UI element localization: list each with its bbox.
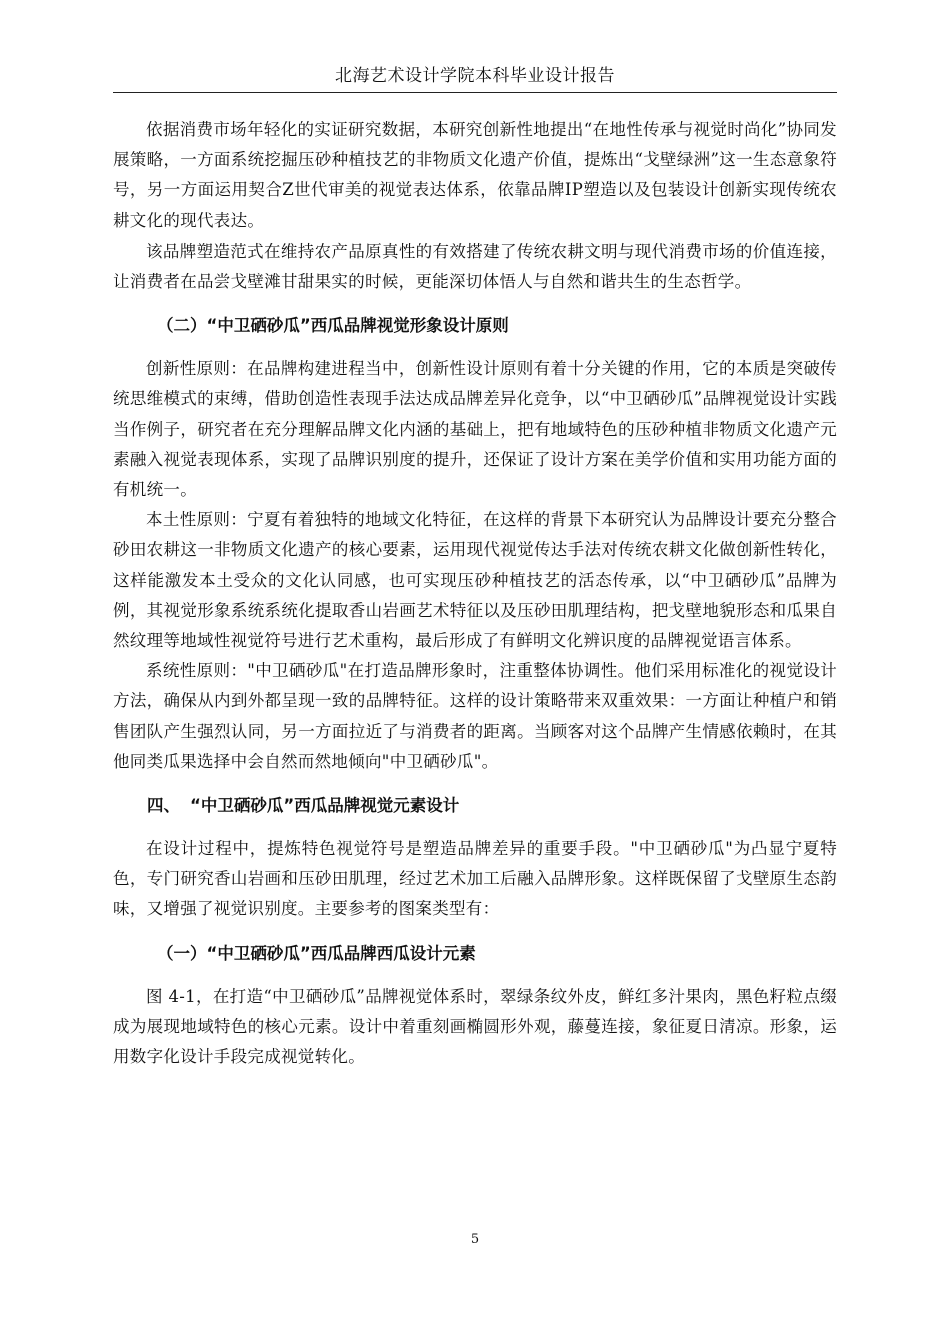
paragraph: 在设计过程中，提炼特色视觉符号是塑造品牌差异的重要手段。"中卫硒砂瓜"为凸显宁夏特色，专门研究香山岩画和压砂田肌理，经过艺术加工后融入品牌形象。这样既保留了戈壁原生态韵味，又增强了视觉识别度。主要参考的图案类型有： <box>113 839 837 919</box>
paragraph: 图 4-1，在打造“中卫硒砂瓜”品牌视觉体系时，翠绿条纹外皮，鲜红多汁果肉，黑色籽粒点缀成为展现地域特色的核心元素。设计中着重刻画椭圆形外观，藤蔓连接，象征夏日清凉。形象，运用数字化设计手段完成视觉转化。 <box>113 986 837 1067</box>
header-divider <box>113 92 837 93</box>
paragraph: 本土性原则：宁夏有着独特的地域文化特征，在这样的背景下本研究认为品牌设计要充分整合砂田农耕这一非物质文化遗产的核心要素，运用现代视觉传达手法对传统农耕文化做创新性转化，这样能激发本土受众的文化认同感，也可实现压砂种植技艺的活态传承，以“中卫硒砂瓜”品牌为例，其视觉形象系统系统化提取香山岩画艺术特征以及压砂田肌理结构，把戈壁地貌形态和瓜果自然纹理等地域性视觉符号进行艺术重构，最后形成了有鲜明文化辨识度的品牌视觉语言体系。 <box>113 510 837 651</box>
paragraph: 该品牌塑造范式在维持农产品原真性的有效搭建了传统农耕文明与现代消费市场的价值连接，让消费者在品尝戈壁滩甘甜果实的时候，更能深切体悟人与自然和谐共生的生态哲学。 <box>113 241 837 292</box>
section-heading: （一）“中卫硒砂瓜”西瓜品牌西瓜设计元素 <box>157 943 476 963</box>
document-body <box>113 115 837 1072</box>
chapter-heading-text: “中卫硒砂瓜”西瓜品牌视觉元素设计 <box>190 796 460 816</box>
paragraph: 创新性原则：在品牌构建进程当中，创新性设计原则有着十分关键的作用，它的本质是突破传统思维模式的束缚，借助创造性表现手法达成品牌差异化竞争，以“中卫硒砂瓜”品牌视觉设计实践当作例子，研究者在充分理解品牌文化内涵的基础上，把有地域特色的压砂种植非物质文化遗产元素融入视觉表现体系，实现了品牌识别度的提升，还保证了设计方案在美学价值和实用功能方面的有机统一。 <box>113 359 837 500</box>
chapter-number: 四、 <box>147 796 180 816</box>
page-header-title: 北海艺术设计学院本科毕业设计报告 <box>335 66 615 86</box>
paragraph: 依据消费市场年轻化的实证研究数据，本研究创新性地提出“在地性传承与视觉时尚化”协同发展策略，一方面系统挖掘压砂种植技艺的非物质文化遗产价值，提炼出“戈壁绿洲”这一生态意象符号，另一方面运用契合Z世代审美的视觉表达体系，依靠品牌IP塑造以及包装设计创新实现传统农耕文化的现代表达。 <box>113 120 837 230</box>
chapter-heading <box>113 792 837 820</box>
page-number: 5 <box>470 1232 480 1247</box>
paragraph: 系统性原则："中卫硒砂瓜"在打造品牌形象时，注重整体协调性。他们采用标准化的视觉设计方法，确保从内到外都呈现一致的品牌特征。这样的设计策略带来双重效果：一方面让种植户和销售团队产生强烈认同，另一方面拉近了与消费者的距离。当顾客对这个品牌产生情感依赖时，在其他同类瓜果选择中会自然而然地倾向"中卫硒砂瓜"。 <box>113 661 837 771</box>
section-heading: （二）“中卫硒砂瓜”西瓜品牌视觉形象设计原则 <box>157 316 509 336</box>
